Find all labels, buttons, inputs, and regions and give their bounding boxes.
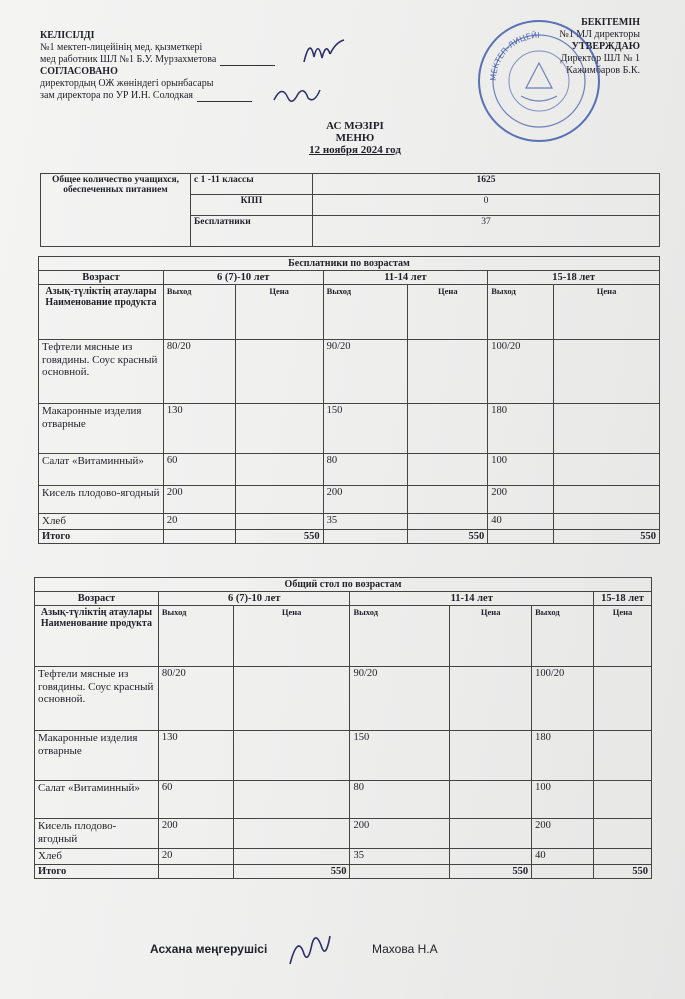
age-row [35, 592, 652, 606]
column-header-row [35, 606, 652, 667]
document-title [250, 120, 460, 156]
out-value: 40 [488, 514, 554, 530]
table-row [35, 781, 652, 819]
col-price: Цена [450, 606, 532, 667]
title-ru: МЕНЮ [335, 132, 375, 144]
table-row [35, 667, 652, 731]
out-value: 200 [350, 819, 450, 849]
summary-row [41, 174, 660, 195]
out-value: 180 [488, 404, 554, 454]
product-name: Тефтели мясные из говядины. Соус красный основной. [39, 340, 164, 404]
col-price: Цена [554, 285, 660, 340]
age-group: 15-18 лет [488, 271, 660, 285]
product-name: Хлеб [35, 849, 159, 865]
table-row [39, 340, 660, 404]
col-out: Выход [488, 285, 554, 340]
director-name: Кажимбаров Б.К. [566, 65, 640, 76]
summary-table [40, 173, 660, 247]
out-value: 150 [350, 731, 450, 781]
out-value: 100/20 [488, 340, 554, 404]
out-value: 80/20 [158, 667, 233, 731]
out-value: 60 [163, 454, 235, 486]
table-row [39, 404, 660, 454]
col-out: Выход [323, 285, 408, 340]
summary-value: 0 [313, 195, 660, 216]
product-name: Салат «Витаминный» [35, 781, 159, 819]
product-name: Салат «Витаминный» [39, 454, 164, 486]
out-value: 80 [350, 781, 450, 819]
deputy-kz: директордың ОЖ жөніндегі орынбасары [40, 78, 214, 89]
agreed-kz: КЕЛІСІЛДІ [40, 30, 95, 41]
col-out: Выход [158, 606, 233, 667]
summary-value: 1625 [313, 174, 660, 195]
out-value: 180 [532, 731, 594, 781]
out-value: 80/20 [163, 340, 235, 404]
approve-ru: УТВЕРЖДАЮ [571, 41, 640, 52]
product-name: Кисель плодово-ягодный [35, 819, 159, 849]
age-label: Возраст [35, 592, 159, 606]
product-header: Азық-түліктің атаулары Наименование продукта [39, 285, 164, 340]
total-label: Итого [39, 529, 164, 543]
age-group: 6 (7)-10 лет [163, 271, 323, 285]
signature-med [300, 32, 350, 72]
svg-text:МЕКТЕП-ЛИЦЕЙІ: МЕКТЕП-ЛИЦЕЙІ [488, 30, 540, 82]
out-value: 100 [532, 781, 594, 819]
out-value: 60 [158, 781, 233, 819]
approval-block-left [40, 30, 275, 102]
total-label: Итого [35, 864, 159, 878]
table-row [35, 819, 652, 849]
out-value: 130 [163, 404, 235, 454]
agreed-ru: СОГЛАСОВАНО [40, 66, 118, 77]
total-value: 550 [233, 864, 350, 878]
signature-line [197, 101, 252, 102]
out-value: 20 [163, 514, 235, 530]
col-out: Выход [163, 285, 235, 340]
table-row [39, 454, 660, 486]
table-row [35, 731, 652, 781]
summary-value: 37 [313, 216, 660, 247]
col-price: Цена [233, 606, 350, 667]
age-group: 6 (7)-10 лет [158, 592, 350, 606]
approve-kz: БЕКІТЕМІН [581, 17, 640, 28]
age-group: 11-14 лет [323, 271, 488, 285]
out-value: 80 [323, 454, 408, 486]
table-row [35, 849, 652, 865]
out-value: 200 [323, 486, 408, 514]
out-value: 35 [350, 849, 450, 865]
director-ru: Директор ШЛ № 1 [560, 53, 640, 64]
signature-chef [284, 924, 334, 974]
deputy-ru: зам директора по УР И.Н. Солодкая [40, 90, 275, 102]
general-table [34, 577, 652, 879]
signature-line [220, 65, 275, 66]
out-value: 90/20 [350, 667, 450, 731]
free-meals-table [38, 256, 660, 544]
product-name: Хлеб [39, 514, 164, 530]
col-out: Выход [532, 606, 594, 667]
age-label: Возраст [39, 271, 164, 285]
menu-date: 12 ноября 2024 год [309, 144, 401, 156]
product-name: Кисель плодово-ягодный [39, 486, 164, 514]
product-header: Азық-түліктің атаулары Наименование продукта [35, 606, 159, 667]
table-caption: Общий стол по возрастам [35, 578, 652, 592]
table-caption: Бесплатники по возрастам [39, 257, 660, 271]
total-value: 550 [450, 864, 532, 878]
out-value: 200 [163, 486, 235, 514]
out-value: 20 [158, 849, 233, 865]
age-group: 11-14 лет [350, 592, 594, 606]
signature-deputy [270, 80, 330, 115]
total-value: 550 [235, 529, 323, 543]
product-name: Тефтели мясные из говядины. Соус красный основной. [35, 667, 159, 731]
out-value: 200 [488, 486, 554, 514]
chef-role: Асхана меңгерушісі [150, 942, 268, 956]
col-price: Цена [235, 285, 323, 340]
column-header-row [39, 285, 660, 340]
med-worker-ru: мед работник ШЛ №1 Б.У. Мурзахметова [40, 54, 275, 66]
out-value: 200 [532, 819, 594, 849]
total-value: 550 [554, 529, 660, 543]
out-value: 90/20 [323, 340, 408, 404]
age-row [39, 271, 660, 285]
official-stamp [476, 18, 602, 144]
chef-name: Махова Н.А [372, 942, 438, 956]
out-value: 100/20 [532, 667, 594, 731]
summary-key: Бесплатники [191, 216, 313, 247]
col-price: Цена [594, 606, 652, 667]
title-kz: АС МӘЗІРІ [326, 120, 384, 132]
total-value: 550 [408, 529, 488, 543]
total-row [39, 529, 660, 543]
col-price: Цена [408, 285, 488, 340]
summary-key: КПП [191, 195, 313, 216]
table-row [39, 514, 660, 530]
summary-key: с 1 -11 классы [191, 174, 313, 195]
med-worker-kz: №1 мектеп-лицейінің мед. қызметкері [40, 42, 203, 53]
age-group: 15-18 лет [594, 592, 652, 606]
out-value: 100 [488, 454, 554, 486]
product-name: Макаронные изделия отварные [39, 404, 164, 454]
director-kz: №1 МЛ директоры [559, 29, 640, 40]
footer-signature [150, 942, 438, 956]
out-value: 200 [158, 819, 233, 849]
total-row [35, 864, 652, 878]
summary-label: Общее количество учащихся, обеспеченных питанием [41, 174, 191, 247]
out-value: 40 [532, 849, 594, 865]
out-value: 35 [323, 514, 408, 530]
out-value: 150 [323, 404, 408, 454]
table-row [39, 486, 660, 514]
out-value: 130 [158, 731, 233, 781]
col-out: Выход [350, 606, 450, 667]
product-name: Макаронные изделия отварные [35, 731, 159, 781]
total-value: 550 [594, 864, 652, 878]
